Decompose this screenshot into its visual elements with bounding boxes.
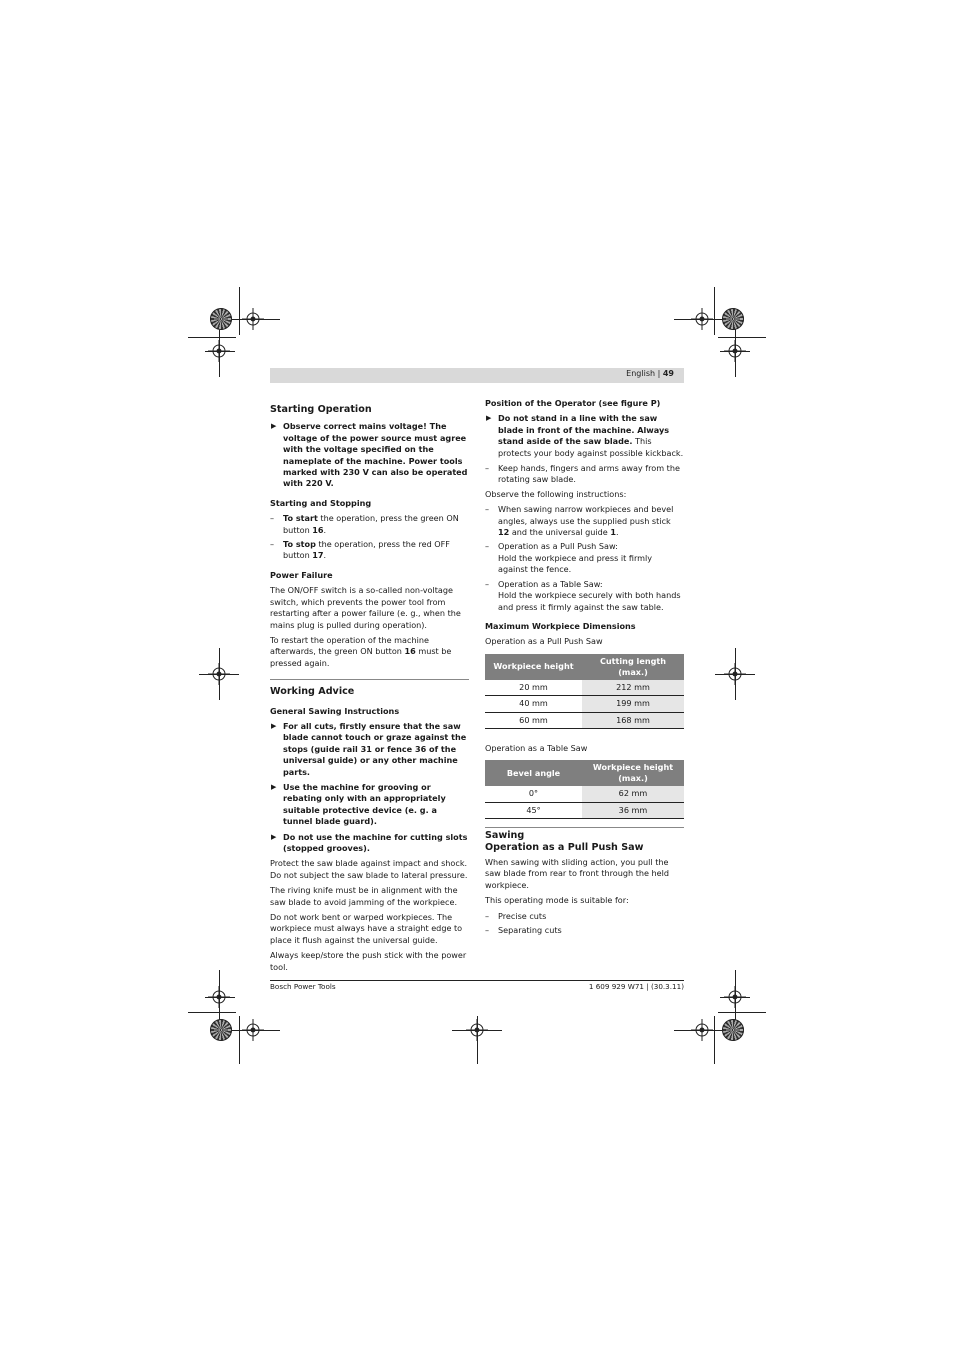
subsection-title-general-sawing: General Sawing Instructions <box>270 705 400 716</box>
table-row <box>485 712 684 728</box>
table-cell: 62 mm <box>582 786 684 802</box>
dash-bullet: – <box>485 925 490 935</box>
item-ref-number: 1 <box>610 527 616 538</box>
warning-text: For all cuts, firstly ensure that the saw blade cannot touch or graze against the stops (guide rail 31 or fence 36 of the universal guide) or any other machine parts. <box>283 720 467 777</box>
color-rosette-icon <box>210 308 232 330</box>
section-title-sawing: Sawing <box>485 830 525 842</box>
table-header: Workpiece height <box>485 654 582 680</box>
registration-mark-icon <box>208 986 230 1008</box>
registration-mark-icon <box>242 308 264 330</box>
section-title-working-advice: Working Advice <box>270 686 355 698</box>
footer-brand: Bosch Power Tools <box>270 982 336 991</box>
table-caption: Operation as a Table Saw <box>485 742 588 753</box>
list-item <box>485 925 684 936</box>
crop-line <box>714 1016 715 1064</box>
warning-item <box>270 832 469 855</box>
dash-bullet: – <box>485 463 490 474</box>
dash-bullet: – <box>270 539 275 550</box>
item-ref-number: 16 <box>404 646 416 657</box>
item-text: Keep hands, fingers and arms away from the rotating saw blade. <box>498 463 680 485</box>
right-column <box>485 398 684 939</box>
item-text: When sawing narrow workpieces and bevel angles, always use the supplied push stick <box>498 504 674 526</box>
crop-line <box>188 1012 236 1013</box>
table-cell: 168 mm <box>582 712 684 728</box>
triangle-bullet-icon: ▶ <box>271 782 277 791</box>
dash-bullet: – <box>485 578 490 589</box>
dash-bullet: – <box>485 504 490 515</box>
pull-push-saw-table <box>485 654 684 729</box>
item-text: Operation as a Table Saw: <box>498 578 603 589</box>
list-item <box>485 463 684 486</box>
warning-text: Do not stand in a line with the saw blade in front of the machine. Always stand aside of the saw blade. <box>498 413 670 447</box>
crop-line <box>714 287 715 335</box>
subsection-title-position: Position of the Operator (see figure P) <box>485 398 661 408</box>
text-run: To restart the operation of the machine afterwards, the green ON button <box>270 634 429 657</box>
table-header-row <box>485 760 684 786</box>
table-cell: 36 mm <box>582 802 684 818</box>
paragraph: Protect the saw blade against impact and shock. Do not subject the saw blade to lateral pressure. <box>270 858 468 880</box>
crop-line <box>718 1012 766 1013</box>
table-cell: 45° <box>485 802 582 818</box>
list-item <box>485 504 684 538</box>
list-item <box>485 911 684 922</box>
crop-line <box>239 287 240 335</box>
color-rosette-icon <box>722 1019 744 1041</box>
item-bold: To stop <box>283 539 316 550</box>
crop-line <box>188 337 236 338</box>
registration-mark-icon <box>691 1019 713 1041</box>
color-rosette-icon <box>722 308 744 330</box>
table-cell: 212 mm <box>582 680 684 696</box>
triangle-bullet-icon: ▶ <box>486 414 492 423</box>
item-ref-number: 16 <box>312 524 324 535</box>
table-row <box>485 696 684 712</box>
text-run: must be pressed again. <box>270 646 452 668</box>
footer-doc-number: 1 609 929 W71 | (30.3.11) <box>588 982 684 991</box>
table-header: Workpiece height (max.) <box>582 760 684 786</box>
item-text: Hold the workpiece securely with both hands and press it firmly against the saw table. <box>498 590 681 612</box>
crop-line <box>718 337 766 338</box>
table-header: Bevel angle <box>485 760 582 786</box>
item-text: the operation, press the red OFF button <box>283 539 450 561</box>
triangle-bullet-icon: ▶ <box>271 721 277 730</box>
paragraph: When sawing with sliding action, you pull the saw blade from rear to front through the held workpiece. <box>485 856 670 890</box>
item-text: Separating cuts <box>498 925 562 935</box>
subsection-title-starting-stopping: Starting and Stopping <box>270 497 372 508</box>
color-rosette-icon <box>210 1019 232 1041</box>
item-end: . <box>615 527 619 538</box>
section-divider <box>270 679 469 680</box>
warning-note: This protects your body against possible kickback. <box>498 436 684 458</box>
list-item <box>270 513 469 536</box>
warning-item <box>485 413 684 459</box>
item-ref-number: 17 <box>312 550 324 561</box>
page-number: 49 <box>662 369 674 378</box>
warning-item <box>270 721 469 778</box>
item-text: Operation as a Pull Push Saw: <box>498 541 618 552</box>
list-item <box>485 579 684 613</box>
triangle-bullet-icon: ▶ <box>271 422 277 431</box>
item-ref-number: 12 <box>498 527 510 538</box>
paragraph: Always keep/store the push stick with the power tool. <box>270 950 467 972</box>
registration-mark-icon <box>724 663 746 685</box>
list-item <box>270 539 469 562</box>
section-divider <box>485 827 684 828</box>
table-row <box>485 802 684 818</box>
header-language: English <box>626 369 656 378</box>
table-row <box>485 786 684 802</box>
warning-text: Do not use the machine for cutting slots (stopped grooves). <box>283 831 468 853</box>
table-cell: 20 mm <box>485 680 582 696</box>
dash-bullet: – <box>270 513 275 524</box>
table-cell: 40 mm <box>485 696 582 712</box>
paragraph <box>270 635 469 669</box>
paragraph: The riving knife must be in alignment with the saw blade to avoid jamming of the workpiece. <box>270 885 458 907</box>
header-separator: | <box>657 369 661 378</box>
left-column <box>270 398 469 977</box>
warning-text: Use the machine for grooving or rebating only with an appropriately suitable protective device (e. g. a tunnel blade guard). <box>283 781 446 827</box>
subsection-title-max-dims: Maximum Workpiece Dimensions <box>485 620 636 631</box>
table-header-row <box>485 654 684 680</box>
table-caption: Operation as a Pull Push Saw <box>485 636 603 647</box>
registration-mark-icon <box>242 1019 264 1041</box>
list-item <box>485 541 684 575</box>
registration-mark-icon <box>724 340 746 362</box>
item-end: . <box>323 524 327 535</box>
registration-mark-icon <box>691 308 713 330</box>
registration-mark-icon <box>466 1019 488 1041</box>
section-subtitle-pull-push: Operation as a Pull Push Saw <box>485 841 644 853</box>
registration-mark-icon <box>208 663 230 685</box>
item-text: and the universal guide <box>509 527 611 538</box>
warning-text: Observe correct mains voltage! The voltage of the power source must agree with the voltage specified on the nameplate of the machine. Power tools marked with 230 V can also be operated with 220 V. <box>283 421 468 489</box>
warning-item <box>270 782 469 828</box>
dash-bullet: – <box>485 541 490 552</box>
item-text: the operation, press the green ON button <box>283 513 459 535</box>
table-saw-table <box>485 760 684 819</box>
paragraph: Do not work bent or warped workpieces. The workpiece must always have a straight edge to place it flush against the universal guide. <box>270 912 463 945</box>
registration-mark-icon <box>208 340 230 362</box>
item-end: . <box>323 550 327 561</box>
paragraph: This operating mode is suitable for: <box>485 895 629 906</box>
table-cell: 199 mm <box>582 696 684 712</box>
page-header <box>270 368 684 383</box>
section-title-starting-operation: Starting Operation <box>270 404 372 415</box>
table-cell: 60 mm <box>485 712 582 728</box>
item-text: Precise cuts <box>498 910 547 921</box>
header-text <box>626 369 674 378</box>
warning-item <box>270 421 469 489</box>
crop-line <box>239 1016 240 1064</box>
table-header: Cutting length (max.) <box>582 654 684 680</box>
table-row <box>485 680 684 696</box>
item-bold: To start <box>283 513 318 524</box>
paragraph: Observe the following instructions: <box>485 488 627 499</box>
registration-mark-icon <box>724 986 746 1008</box>
triangle-bullet-icon: ▶ <box>271 832 277 841</box>
footer-divider <box>270 980 684 981</box>
dash-bullet: – <box>485 910 490 921</box>
paragraph: The ON/OFF switch is a so-called non-voltage switch, which prevents the power tool from restarting after a power failure (e. g., when the mains plug is pulled during operation). <box>270 585 461 630</box>
table-cell: 0° <box>485 786 582 802</box>
item-text: Hold the workpiece and press it firmly against the fence. <box>498 552 653 575</box>
subsection-title-power-failure: Power Failure <box>270 569 333 580</box>
